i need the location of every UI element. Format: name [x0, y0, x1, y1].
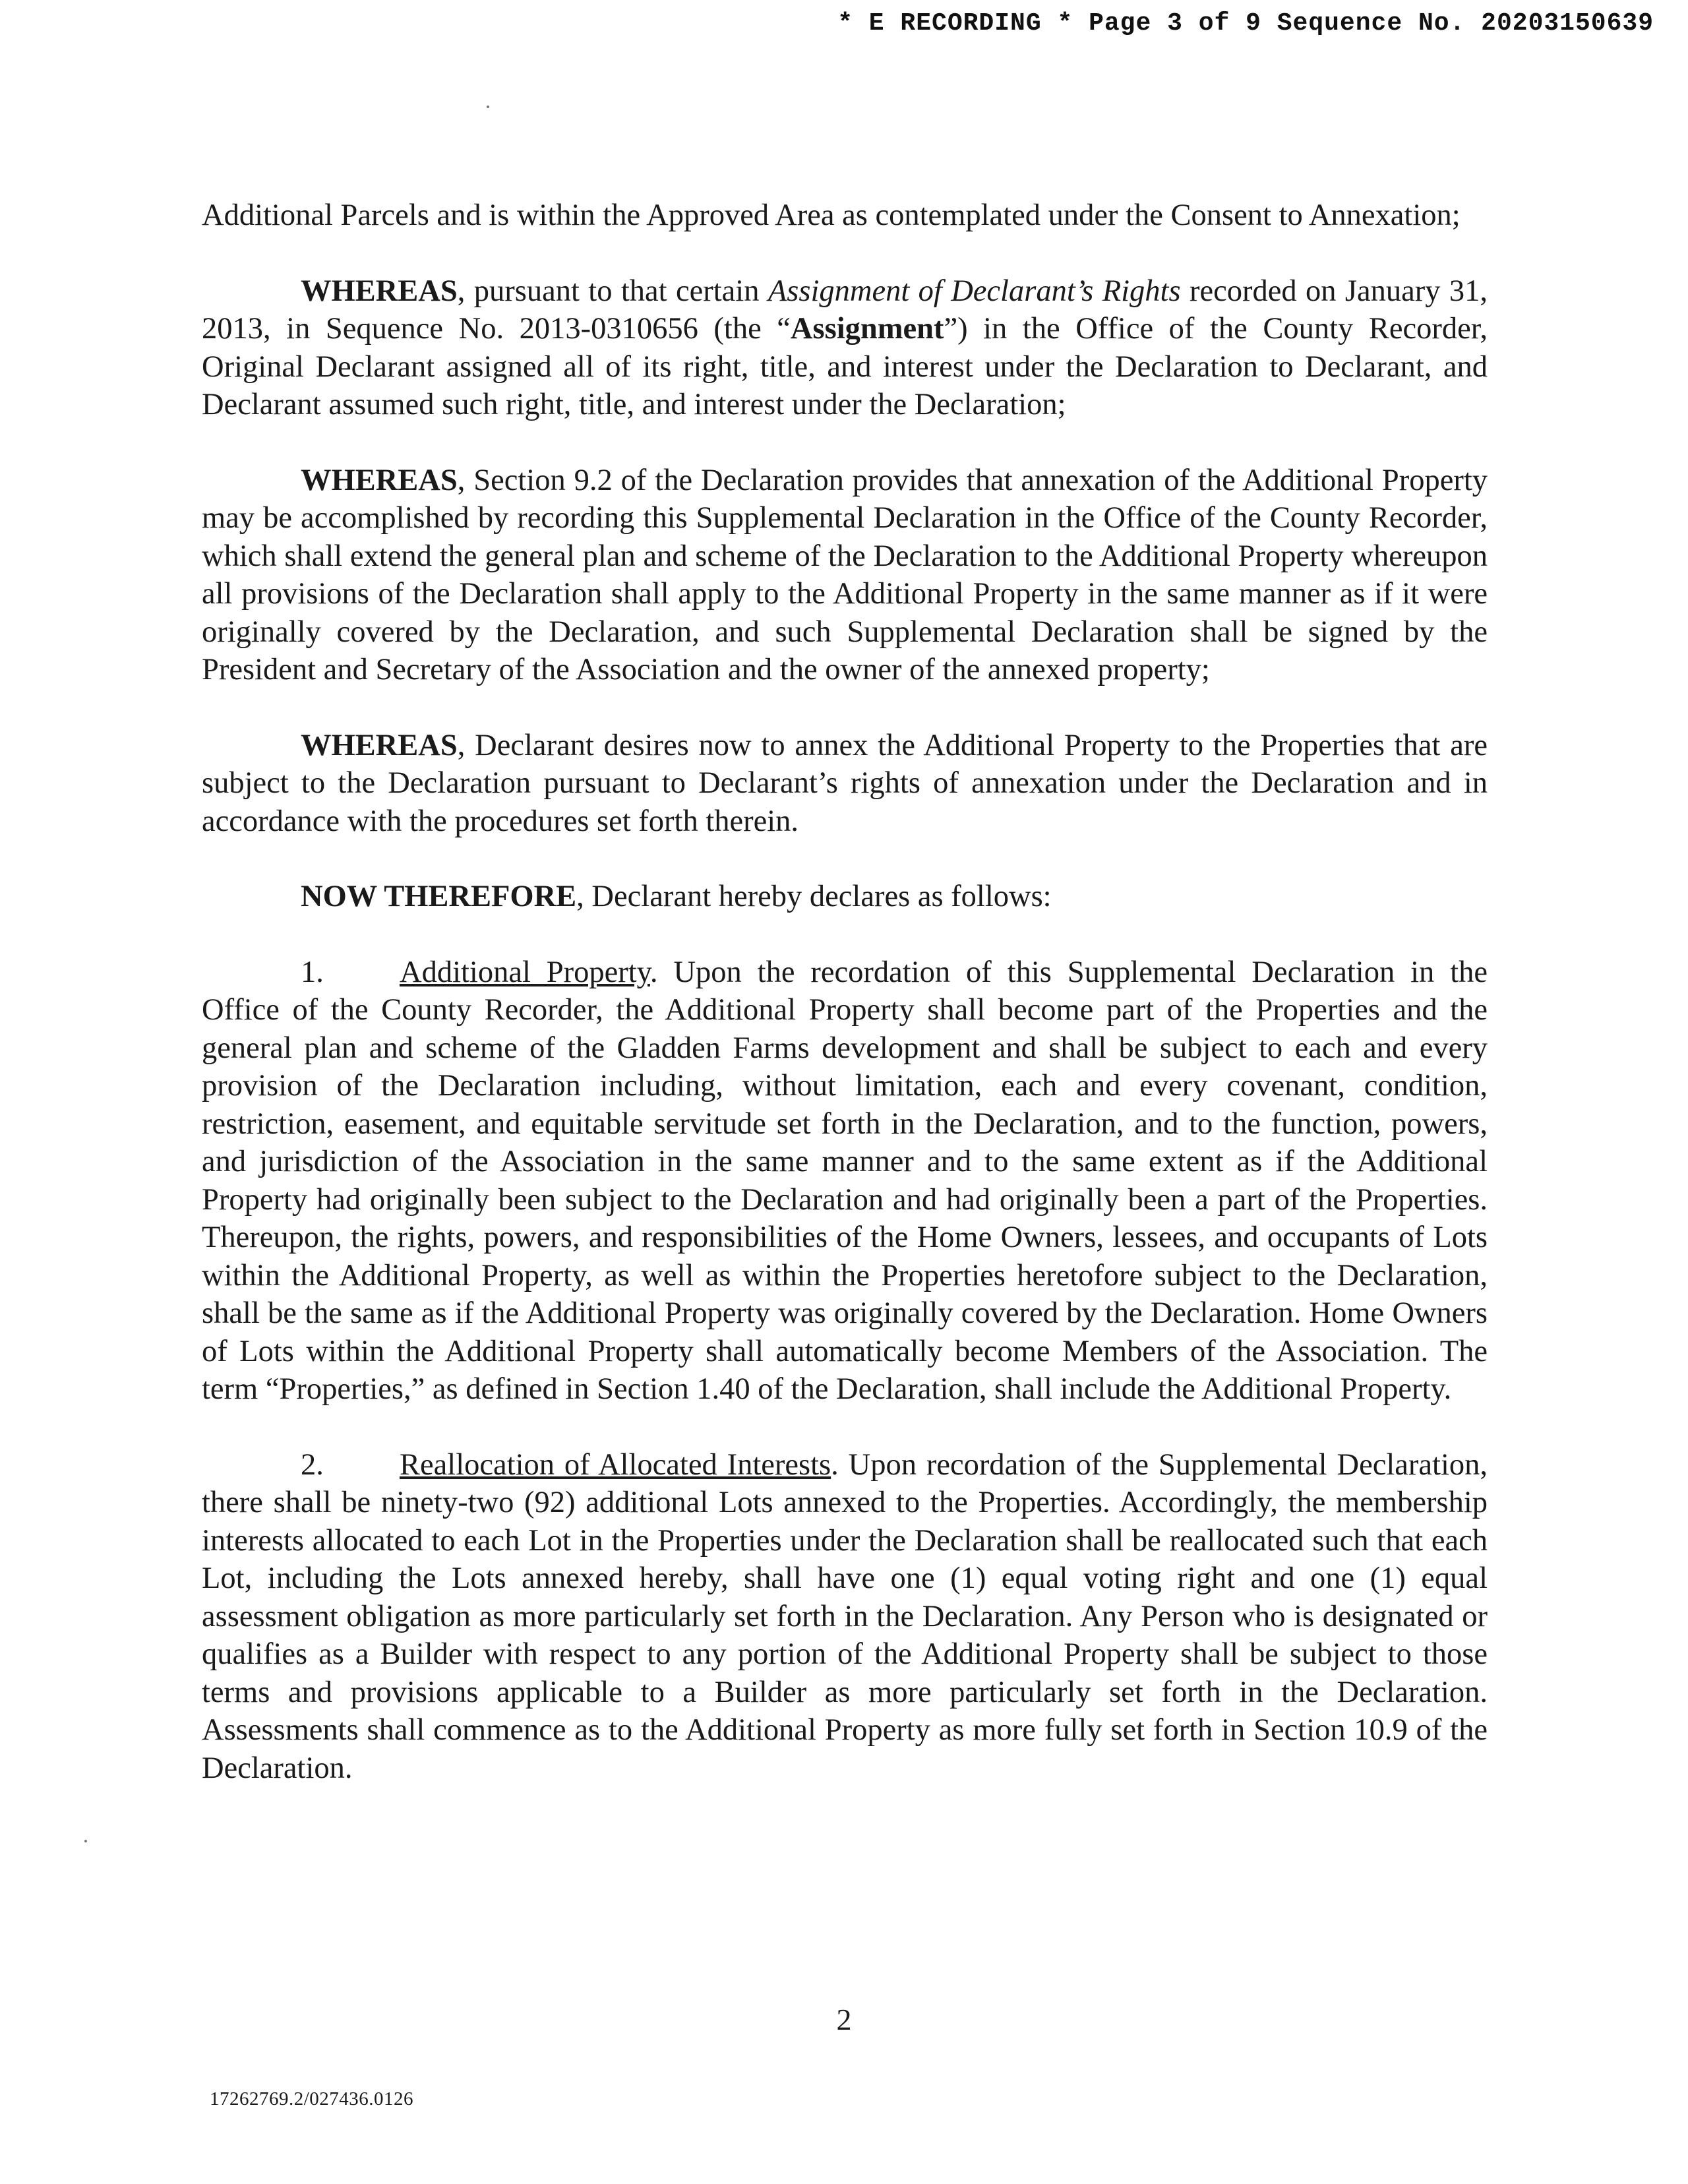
page-number: 2	[836, 2003, 852, 2036]
document-body	[202, 197, 1488, 1825]
now-therefore-lead: NOW THEREFORE	[301, 880, 577, 913]
whereas-lead: WHEREAS	[301, 463, 458, 497]
now-therefore-paragraph: NOW THEREFORE, Declarant hereby declares as follows:	[301, 880, 1052, 913]
whereas-lead: WHEREAS	[301, 728, 458, 762]
assignment-title: Assignment of Declarant’s Rights	[768, 274, 1181, 308]
section-number: 2.	[301, 1447, 324, 1482]
paragraph-continuation: Additional Parcels and is within the Approved Area as contemplated under the Consent to Annexation;	[202, 198, 1461, 232]
whereas-section-paragraph: WHEREAS, Section 9.2 of the Declaration provides that annexation of the Additional Property may be accomplished by recording this Supplemental Declaration in the Office of the County Recorder, which shall extend the general plan and scheme of the Declaration to the Additional Property whereupon all provisions of the Declaration shall apply to the Additional Property in the same manner as if it were originally covered by the Declaration, and such Supplemental Declaration shall be signed by the President and Secretary of the Association and the owner of the annexed property;	[202, 463, 1488, 686]
scan-speck	[487, 106, 489, 108]
whereas-annex-paragraph: WHEREAS, Declarant desires now to annex the Additional Property to the Properties that are subject to the Declaration pursuant to Declarant’s rights of annexation under the Declaration and in accordance with the procedures set forth therein.	[202, 728, 1488, 838]
recording-header: * E RECORDING * Page 3 of 9 Sequence No. 20203150639	[837, 9, 1654, 38]
scan-speck	[84, 1840, 87, 1842]
section-2-reallocation: 2. Reallocation of Allocated Interests. Upon recordation of the Supplemental Declaration, there shall be ninety-two (92) additional Lots annexed to the Properties. Accordingly, the membership interests allocated to each Lot in the Properties under the Declaration shall be reallocated such that each Lot, including the Lots annexed hereby, shall have one (1) equal voting right and one (1) equal assessment obligation as more particularly set forth in the Declaration. Any Person who is designated or qualifies as a Builder with respect to any portion of the Additional Property shall be subject to those terms and provisions applicable to a Builder as more particularly set forth in the Declaration. Assessments shall commence as to the Additional Property as more fully set forth in Section 10.9 of the Declaration.	[202, 1446, 1488, 1788]
section-number: 1.	[301, 955, 324, 989]
document-id: 17262769.2/027436.0126	[210, 2088, 414, 2109]
assignment-defined-term: Assignment	[790, 312, 944, 346]
whereas-assignment-paragraph: WHEREAS, pursuant to that certain Assignment of Declarant’s Rights recorded on January 31, 2013, in Sequence No. 2013-0310656 (the “Assignment”) in the Office of the County Recorder, Original Declarant assigned all of its right, title, and interest under the Declaration to Declarant, and Declarant assumed such right, title, and interest under the Declaration;	[202, 274, 1488, 421]
whereas-lead: WHEREAS	[301, 274, 458, 308]
section-heading: Additional Property	[400, 955, 650, 989]
section-1-additional-property: 1. Additional Property. Upon the recordation of this Supplemental Declaration in the Office of the County Recorder, the Additional Property shall become part of the Properties and the general plan and scheme of the Gladden Farms development and shall be subject to each and every provision of the Declaration including, without limitation, each and every covenant, condition, restriction, easement, and equitable servitude set forth in the Declaration, and to the function, powers, and jurisdiction of the Association in the same manner and to the same extent as if the Additional Property had originally been subject to the Declaration and had originally been a part of the Properties. Thereupon, the rights, powers, and responsibilities of the Home Owners, lessees, and occupants of Lots within the Additional Property, as well as within the Properties heretofore subject to the Declaration, shall be the same as if the Additional Property was originally covered by the Declaration. Home Owners of Lots within the Additional Property shall automatically become Members of the Association. The term “Properties,” as defined in Section 1.40 of the Declaration, shall include the Additional Property.	[202, 954, 1488, 1409]
section-heading: Reallocation of Allocated Interests	[400, 1447, 831, 1482]
